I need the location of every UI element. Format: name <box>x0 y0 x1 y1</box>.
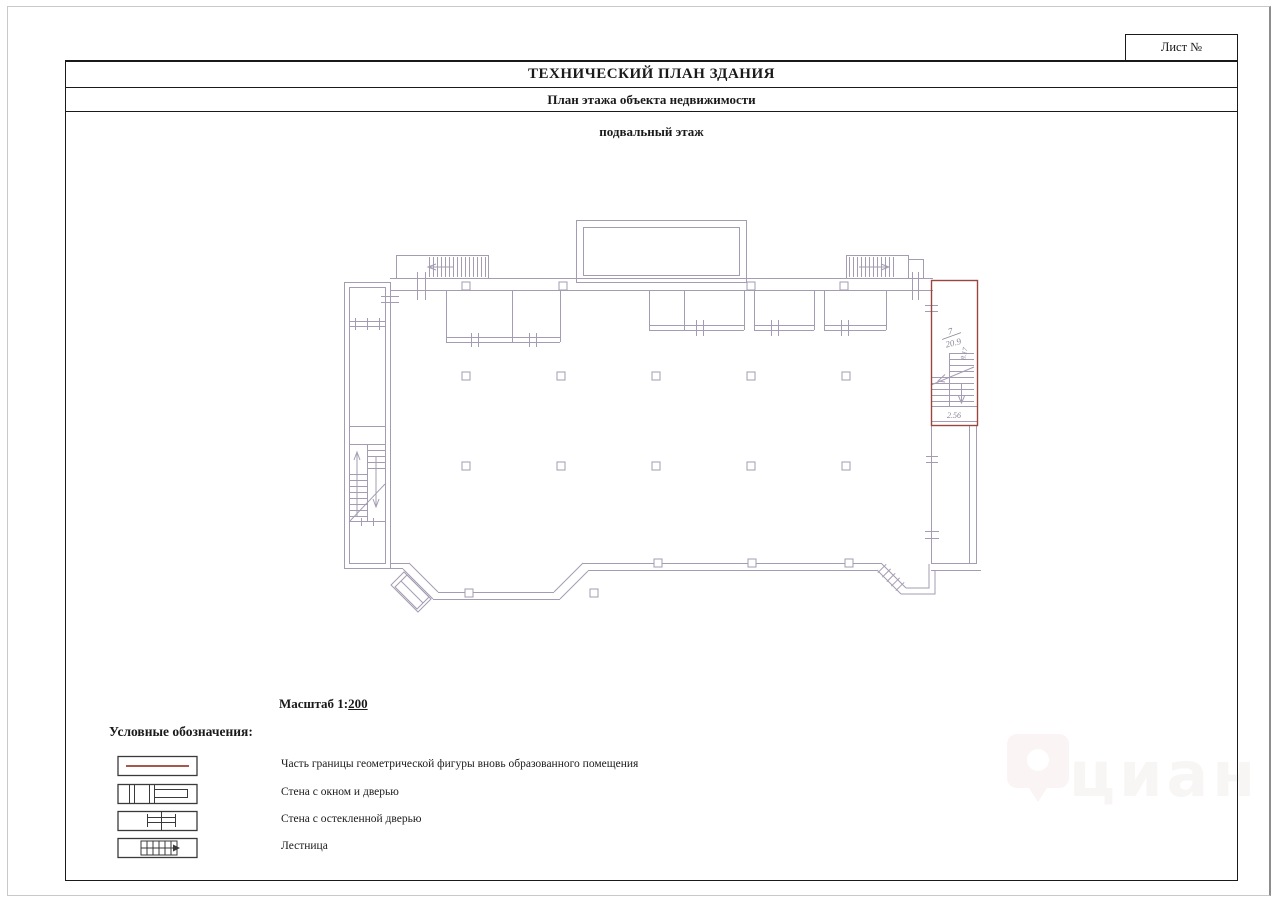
legend-label: Стена с остекленной дверью <box>281 813 422 825</box>
legend-label: Часть границы геометрической фигуры вновь образованного помещения <box>281 758 639 770</box>
stair-dimension-label: 8.17 <box>959 346 970 361</box>
site-watermark <box>959 728 1279 820</box>
document-title: ТЕХНИЧЕСКИЙ ПЛАН ЗДАНИЯ <box>528 66 775 82</box>
legend-label: Лестница <box>281 840 328 852</box>
floor-plan-drawing <box>341 216 989 616</box>
room-area-label: 20.9 <box>944 336 963 350</box>
watermark-text: циан <box>1069 738 1260 811</box>
red-boundary-line-icon <box>117 755 199 777</box>
plan-walls <box>345 221 982 613</box>
scale-value: 200 <box>348 696 368 711</box>
floor-label: подвальный этаж <box>599 124 704 139</box>
room-number-label: 7 <box>946 325 954 337</box>
document-title-row <box>65 60 1238 88</box>
legend-heading: Условные обозначения: <box>109 724 253 739</box>
document-subtitle: План этажа объекта недвижимости <box>547 91 756 107</box>
map-pin-icon <box>1003 728 1077 820</box>
staircase-icon <box>117 837 199 859</box>
scale-label: Масштаб 1: <box>279 696 349 711</box>
document-subtitle-row <box>65 88 1238 112</box>
wall-window-door-icon <box>117 783 199 805</box>
room-width-label: 2.56 <box>947 411 961 420</box>
scale-note <box>279 696 368 712</box>
plan-columns <box>462 282 853 597</box>
wall-glazed-door-icon <box>117 810 199 832</box>
sheet-number-label: Лист № <box>1160 40 1203 54</box>
sheet-number-box <box>1125 34 1238 61</box>
plan-content-box <box>65 112 1260 881</box>
legend-label: Стена с окном и дверью <box>281 786 399 798</box>
